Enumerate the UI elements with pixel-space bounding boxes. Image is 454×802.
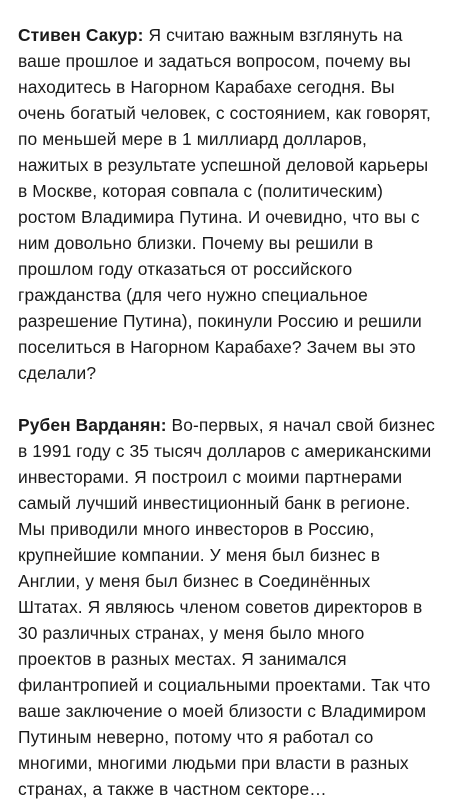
- speaker-name: Рубен Варданян:: [18, 415, 167, 435]
- answer-paragraph: [18, 412, 436, 802]
- paragraph-text: Я считаю важным взглянуть на ваше прошлое и задаться вопросом, почему вы находитесь в Нагорном Карабахе сегодня. Вы очень богатый человек, с состоянием, как говорят, по меньшей мере в 1 миллиард долларов, нажитых в результате успешной деловой карьеры в Москве, которая совпала с (политическим) ростом Владимира Путина. И очевидно, что вы с ним довольно близки. Почему вы решили в прошлом году отказаться от российского гражданства (для чего нужно специальное разрешение Путина), покинули Россию и решили поселиться в Нагорном Карабахе? Зачем вы это сделали?: [18, 25, 431, 383]
- speaker-name: Стивен Сакур:: [18, 25, 144, 45]
- paragraph-text: Во-первых, я начал свой бизнес в 1991 году с 35 тысяч долларов с американскими инвесторами. Я построил с моими партнерами самый лучший инвестиционный банк в регионе. Мы приводили много инвесторов в Россию, крупнейшие компании. У меня был бизнес в Англии, у меня был бизнес в Соединённых Штатах. Я являюсь членом советов директоров в 30 различных странах, у меня было много проектов в разных местах. Я занимался филантропией и социальными проектами. Так что ваше заключение о моей близости с Владимиром Путиным неверно, потому что я работал со многими, многими людьми при власти в разных странах, а также в частном секторе…: [18, 415, 435, 799]
- question-paragraph: [18, 22, 436, 386]
